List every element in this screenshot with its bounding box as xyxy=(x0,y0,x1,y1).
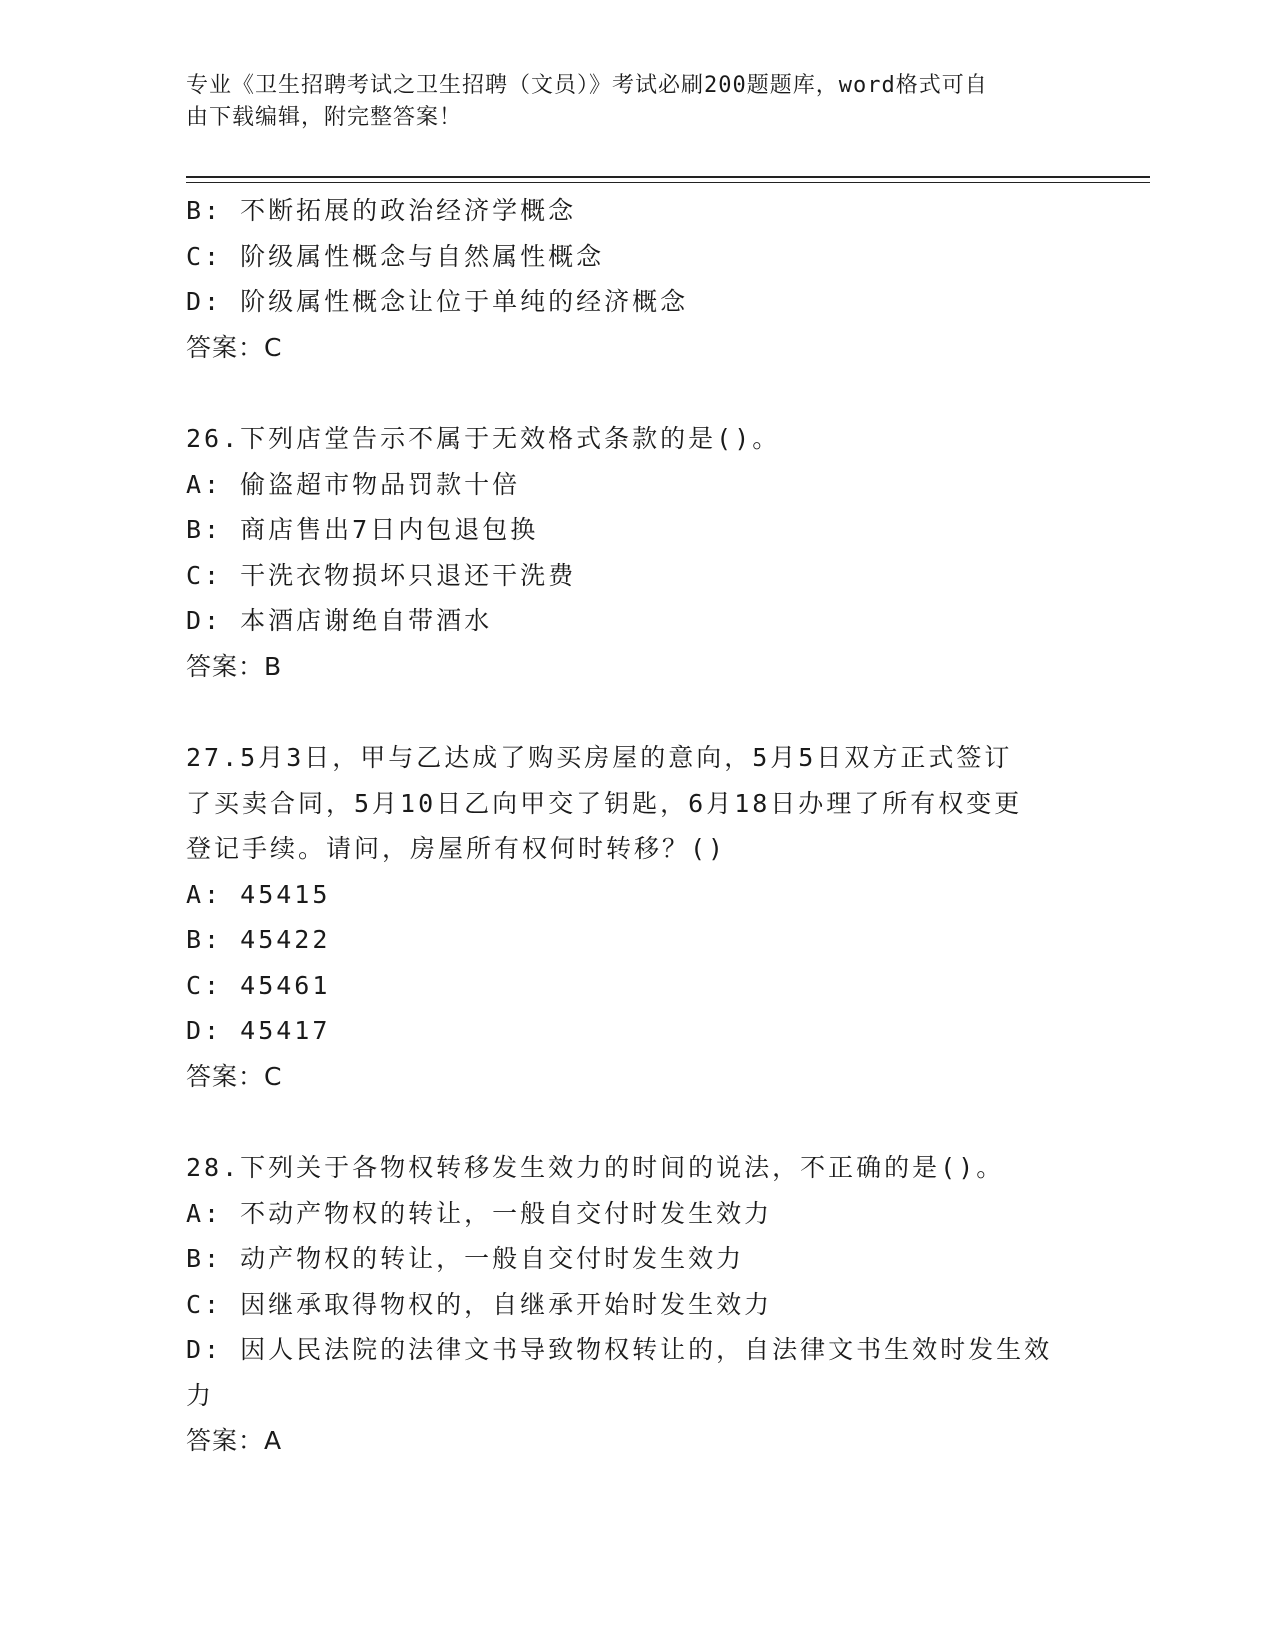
question-block-26 xyxy=(186,416,1086,689)
option-b: B: 不断拓展的政治经济学概念 xyxy=(186,196,577,225)
option-b: B: 商店售出7日内包退包换 xyxy=(186,515,539,544)
question-stem-line-2: 了买卖合同，5月10日乙向甲交了钥匙，6月18日办理了所有权变更 xyxy=(186,788,1023,818)
option-c: C: 干洗衣物损坏只退还干洗费 xyxy=(186,560,577,590)
header-divider-thin xyxy=(186,182,1150,183)
option-a: A: 45415 xyxy=(186,879,331,909)
header-title-line-1: 专业《卫生招聘考试之卫生招聘（文员）》考试必刷200题题库，word格式可自 xyxy=(186,73,988,98)
question-list xyxy=(186,188,1086,1464)
option-a: A: 偷盗超市物品罚款十倍 xyxy=(186,469,521,499)
document-header xyxy=(186,70,1066,134)
question-stem-line-1: 27.5月3日，甲与乙达成了购买房屋的意向，5月5日双方正式签订 xyxy=(186,743,1013,772)
option-d: D: 45417 xyxy=(186,1016,331,1045)
answer-line: 答案：B xyxy=(186,651,283,681)
question-stem: 28.下列关于各物权转移发生效力的时间的说法，不正确的是()。 xyxy=(186,1153,1005,1182)
question-stem-line-3: 登记手续。请问，房屋所有权何时转移？() xyxy=(186,834,727,863)
question-block-28 xyxy=(186,1145,1086,1464)
answer-line: 答案：C xyxy=(186,332,283,362)
option-d: D: 因人民法院的法律文书导致物权转让的，自法律文书生效时发生效 xyxy=(186,1335,1053,1364)
option-d-continuation: 力 xyxy=(186,1380,215,1410)
option-a: A: 不动产物权的转让，一般自交付时发生效力 xyxy=(186,1198,773,1228)
header-divider-thick xyxy=(186,176,1150,178)
question-block-27 xyxy=(186,735,1086,1099)
question-block-partial xyxy=(186,188,1086,370)
question-stem: 26.下列店堂告示不属于无效格式条款的是()。 xyxy=(186,424,781,453)
answer-line: 答案：C xyxy=(186,1061,283,1091)
option-b: B: 45422 xyxy=(186,925,331,954)
option-d: D: 阶级属性概念让位于单纯的经济概念 xyxy=(186,287,689,316)
option-d: D: 本酒店谢绝自带酒水 xyxy=(186,606,493,635)
option-c: C: 阶级属性概念与自然属性概念 xyxy=(186,241,605,271)
answer-line: 答案：A xyxy=(186,1426,283,1455)
option-c: C: 45461 xyxy=(186,970,331,1000)
header-title-line-2: 由下载编辑，附完整答案！ xyxy=(186,105,463,130)
option-c: C: 因继承取得物权的，自继承开始时发生效力 xyxy=(186,1289,773,1319)
option-b: B: 动产物权的转让，一般自交付时发生效力 xyxy=(186,1244,745,1273)
